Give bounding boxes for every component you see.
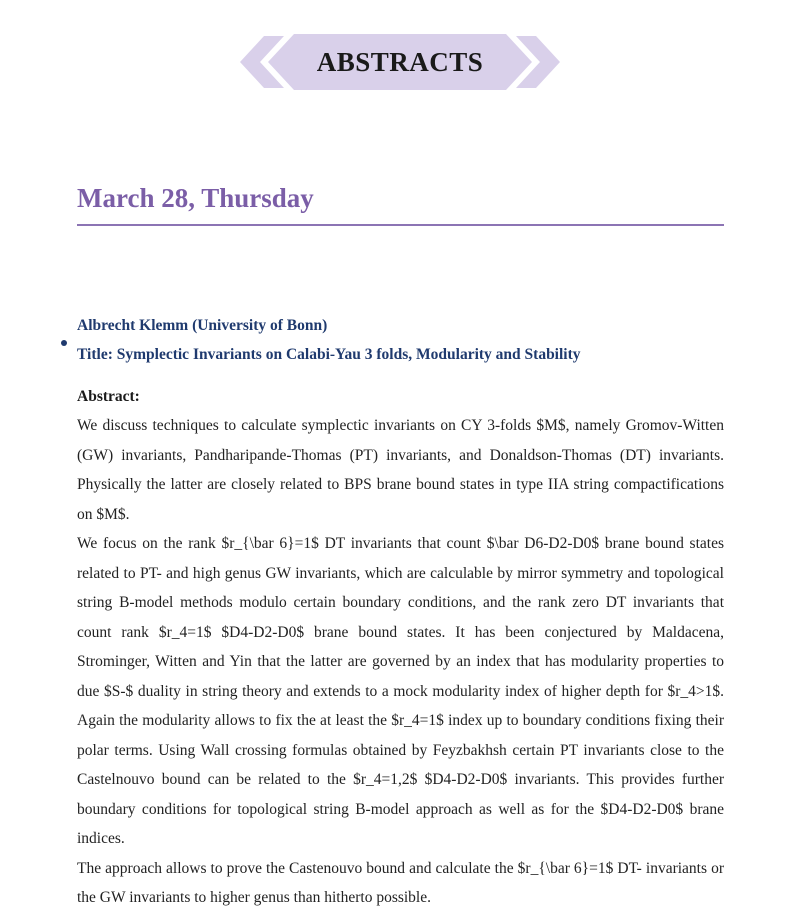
abstract-paragraph: We focus on the rank $r_{\bar 6}=1$ DT invariants that count $\bar D6-D2-D0$ brane bound states related to PT- and high genus GW invariants, which are calculable by mirror symmetry and topological string B-model methods modulo certain boundary conditions, and the rank zero DT invariants that count rank $r_4=1$ $D4-D2-D0$ brane bound states. It has been conjectured by Maldacena, Strominger, Witten and Yin that the latter are governed by an index that has modularity properties to due $S-$ duality in string theory and extends to a mock modularity index of higher depth for $r_4>1$. Again the modularity allows to fix the at least the $r_4=1$ index up to boundary conditions fixing their polar terms. Using Wall crossing formulas obtained by Feyzbakhsh certain PT invariants close to the Castelnouvo bound can be related to the $r_4=1,2$ $D4-D2-D0$ invariants. This provides further boundary conditions for topological string B-model approach as well as for the $D4-D2-D0$ brane indices. bbox=[77, 535, 724, 847]
talk-title: Title: Symplectic Invariants on Calabi-Yau 3 folds, Modularity and Stability bbox=[77, 346, 581, 363]
abstract-paragraph: The approach allows to prove the Castenouvo bound and calculate the $r_{\bar 6}=1$ DT- invariants or the GW invariants to higher genus than hitherto possible. bbox=[77, 859, 724, 906]
day-heading-rule bbox=[77, 224, 724, 226]
abstract-body bbox=[77, 411, 724, 913]
abstracts-banner bbox=[238, 32, 562, 92]
banner-title: ABSTRACTS bbox=[316, 47, 484, 77]
talk-bullet-icon bbox=[61, 340, 67, 346]
abstract-label: Abstract: bbox=[77, 388, 140, 405]
speaker-name: Albrecht Klemm (University of Bonn) bbox=[77, 317, 328, 334]
abstract-paragraph: We discuss techniques to calculate symplectic invariants on CY 3-folds $M$, namely Gromov-Witten (GW) invariants, Pandharipande-Thomas (PT) invariants, and Donaldson-Thomas (DT) invariants. Physically the latter are closely related to BPS brane bound states in type IIA string compactifications on $M$. bbox=[77, 417, 724, 523]
day-heading: March 28, Thursday bbox=[77, 183, 314, 213]
